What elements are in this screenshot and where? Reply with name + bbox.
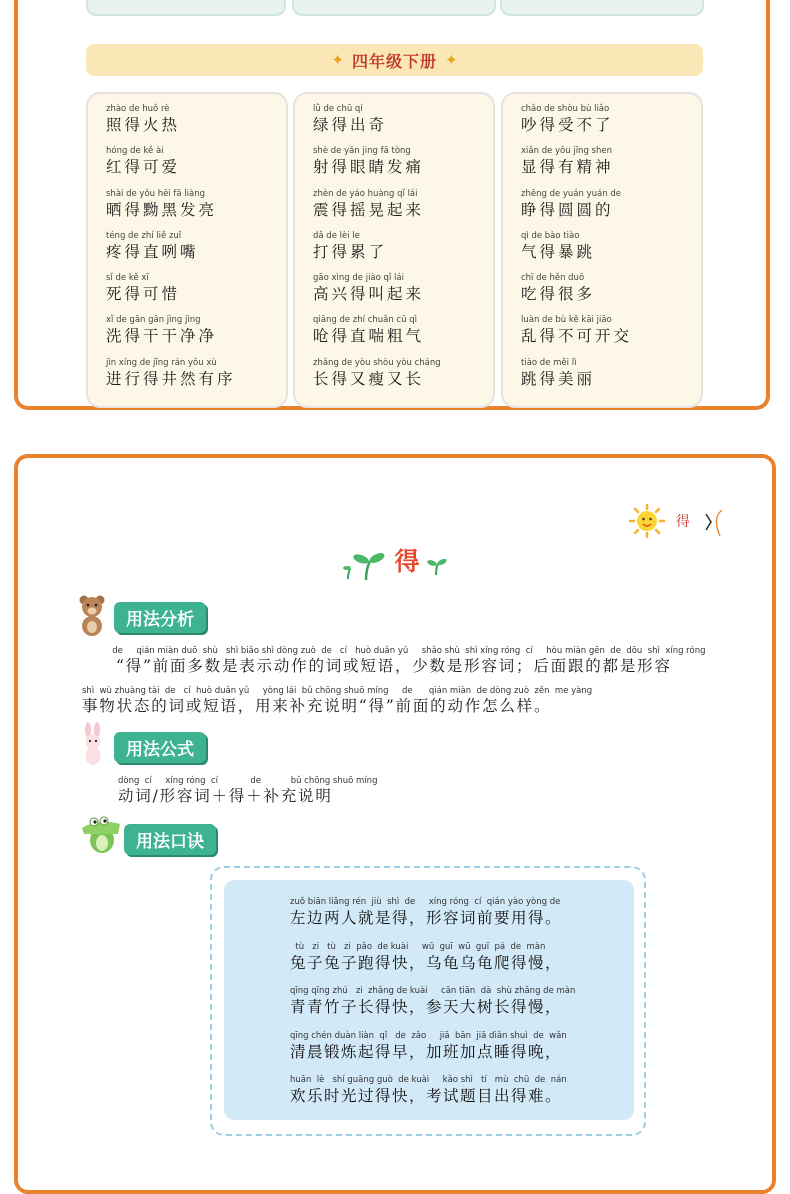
word-text: 睁得圆圆的 — [521, 200, 614, 219]
word-entry — [106, 146, 286, 188]
word-pinyin: shài de yǒu hēi fā liàng — [106, 188, 206, 199]
word-text: 高兴得叫起来 — [313, 285, 425, 304]
word-pinyin: téng de zhí liě zuǐ — [106, 230, 182, 241]
word-entry — [106, 231, 286, 273]
word-pinyin: tiào de měi lì — [521, 357, 577, 368]
sparkle-icon: ✦ — [331, 51, 344, 69]
word-entry — [521, 189, 701, 231]
rhyme-pinyin: zuǒ biān liǎng rén jiù shì de xíng róng cí qián yào yòng de — [290, 897, 561, 907]
word-entry — [313, 146, 493, 188]
main-title: 得 — [394, 547, 420, 576]
word-entry — [313, 315, 493, 357]
card-stub-2 — [292, 0, 496, 16]
rhyme-pinyin: qīng qīng zhú zi zhǎng de kuài cān tiān dà shù zhǎng de màn — [290, 986, 576, 996]
word-pinyin: luàn de bù kě kāi jiāo — [521, 315, 612, 326]
word-entry — [313, 358, 493, 400]
usage-analysis-label: 用法分析 — [114, 602, 206, 633]
word-pinyin: zhǎng de yòu shòu yòu cháng — [313, 357, 441, 368]
word-pinyin: zhào de huǒ rè — [106, 104, 170, 114]
word-entry — [313, 189, 493, 231]
sparkle-icon: ✦ — [445, 51, 458, 69]
formula-text: 动词/形容词＋得＋补充说明 — [118, 787, 333, 805]
rhyme-text: 左边两人就是得，形容词前要用得。 — [290, 909, 563, 927]
word-entry — [521, 358, 701, 400]
sprout-icon — [425, 556, 447, 576]
rhyme-text: 欢乐时光过得快，考试题目出得难。 — [290, 1087, 563, 1105]
word-entry — [521, 273, 701, 315]
word-text: 呛得直喘粗气 — [313, 327, 425, 346]
word-text: 吵得受不了 — [521, 116, 614, 134]
word-text: 晒得黝黑发亮 — [106, 200, 218, 219]
formula-pinyin: dòng cí xíng róng cí de bǔ chōng shuō míng — [118, 776, 378, 786]
word-text: 震得摇晃起来 — [313, 200, 425, 219]
word-pinyin: jìn xíng de jǐng rán yǒu xù — [106, 357, 217, 368]
rhyme-line — [290, 1030, 567, 1063]
rhyme-pinyin: huān lè shí guāng guò de kuài kǎo shì tí mù chū de nán — [290, 1075, 567, 1085]
word-text: 进行得井然有序 — [106, 369, 236, 388]
word-entry — [106, 315, 286, 357]
word-entry — [106, 273, 286, 315]
word-pinyin: dǎ de lèi le — [313, 230, 360, 241]
word-text: 洗得干干净净 — [106, 327, 218, 346]
word-text: 红得可爱 — [106, 158, 181, 177]
sun-icon — [628, 504, 668, 538]
word-text: 跳得美丽 — [521, 369, 596, 388]
rabbit-icon — [80, 722, 106, 766]
word-pinyin: shè de yǎn jing fā tòng — [313, 146, 411, 157]
crocodile-icon — [80, 814, 124, 856]
rhyme-text: 兔子兔子跑得快，乌龟乌龟爬得慢， — [290, 953, 563, 972]
word-entry — [313, 273, 493, 315]
word-text: 吃得很多 — [521, 285, 596, 304]
word-entry — [106, 104, 286, 146]
word-pinyin: sǐ de kě xī — [106, 273, 149, 284]
rhyme-line — [290, 896, 562, 929]
word-pinyin: gāo xìng de jiào qǐ lái — [313, 273, 404, 284]
word-card-3 — [501, 92, 703, 408]
card-stub-1 — [86, 0, 286, 16]
word-pinyin: qì de bào tiào — [521, 230, 580, 241]
card-stub-3 — [500, 0, 704, 16]
rhyme-text: 青青竹子长得快，参天大树长得慢， — [290, 998, 563, 1016]
word-text: 长得又瘦又长 — [313, 369, 425, 388]
word-pinyin: zhèn de yáo huàng qǐ lái — [313, 188, 418, 199]
word-pinyin: qiāng de zhí chuǎn cū qì — [313, 315, 417, 326]
word-pinyin: xiǎn de yǒu jīng shen — [521, 146, 612, 157]
word-card-2 — [293, 92, 495, 408]
tab-curve-decoration — [700, 508, 724, 538]
word-text: 射得眼睛发痛 — [313, 158, 425, 177]
rhyme-pinyin: qīng chén duàn liàn qǐ de zǎo jiā bān jiā diǎn shuì de wǎn — [290, 1030, 567, 1041]
word-pinyin: xǐ de gān gān jìng jìng — [106, 315, 201, 326]
grade-banner — [86, 44, 703, 76]
usage-rhyme-label: 用法口诀 — [124, 824, 216, 855]
usage-line1-text: “得”前面多数是表示动作的词或短语，少数是形容词；后面跟的都是形容 — [116, 657, 672, 675]
word-entry — [521, 231, 701, 273]
usage-formula-label: 用法公式 — [114, 732, 206, 763]
rhyme-pinyin: tù zi tù zi pǎo de kuài wū guī wū guī pá de màn — [290, 941, 546, 952]
word-text: 气得暴跳 — [521, 242, 596, 261]
word-entry — [106, 358, 286, 400]
word-text: 打得累了 — [313, 242, 388, 261]
word-text: 显得有精神 — [521, 158, 614, 177]
rhyme-line — [290, 1074, 567, 1107]
word-entry — [106, 189, 286, 231]
rhyme-text: 清晨锻炼起得早，加班加点睡得晚， — [290, 1042, 563, 1061]
word-entry — [521, 315, 701, 357]
usage-line1-pinyin: de qián miàn duō shù shì biǎo shì dòng zuò de cí huò duǎn yǔ shǎo shù shì xíng róng cí hòu miàn gēn de dōu shì xíng róng — [96, 646, 706, 656]
word-pinyin: chǎo de shòu bù liǎo — [521, 104, 610, 114]
word-text: 疼得直咧嘴 — [106, 242, 199, 261]
word-card-1 — [86, 92, 288, 408]
bear-icon — [78, 594, 106, 636]
word-pinyin: chī de hěn duō — [521, 273, 585, 284]
word-pinyin: zhēng de yuán yuán de — [521, 188, 621, 199]
tab-label: 得 — [676, 514, 690, 530]
word-pinyin: lǜ de chū qí — [313, 104, 363, 114]
word-text: 死得可惜 — [106, 285, 181, 304]
word-pinyin: hóng de kě ài — [106, 146, 164, 157]
word-entry — [521, 104, 701, 146]
word-entry — [313, 231, 493, 273]
word-text: 乱得不可开交 — [521, 327, 633, 346]
sprout-icon — [343, 551, 389, 581]
rhyme-line — [290, 941, 562, 974]
usage-line2-text: 事物状态的词或短语，用来补充说明“得”前面的动作怎么样。 — [82, 697, 552, 715]
word-text: 照得火热 — [106, 116, 181, 134]
word-text: 绿得出奇 — [313, 116, 388, 134]
grade-title: 四年级下册 — [351, 51, 437, 71]
main-title-row — [0, 542, 790, 581]
usage-line2-pinyin: shì wù zhuàng tài de cí huò duǎn yǔ yòng lái bǔ chōng shuō míng de qián miàn de dòng zuò zěn me yàng — [82, 686, 593, 696]
word-entry — [313, 104, 493, 146]
rhyme-line — [290, 985, 575, 1018]
word-entry — [521, 146, 701, 188]
